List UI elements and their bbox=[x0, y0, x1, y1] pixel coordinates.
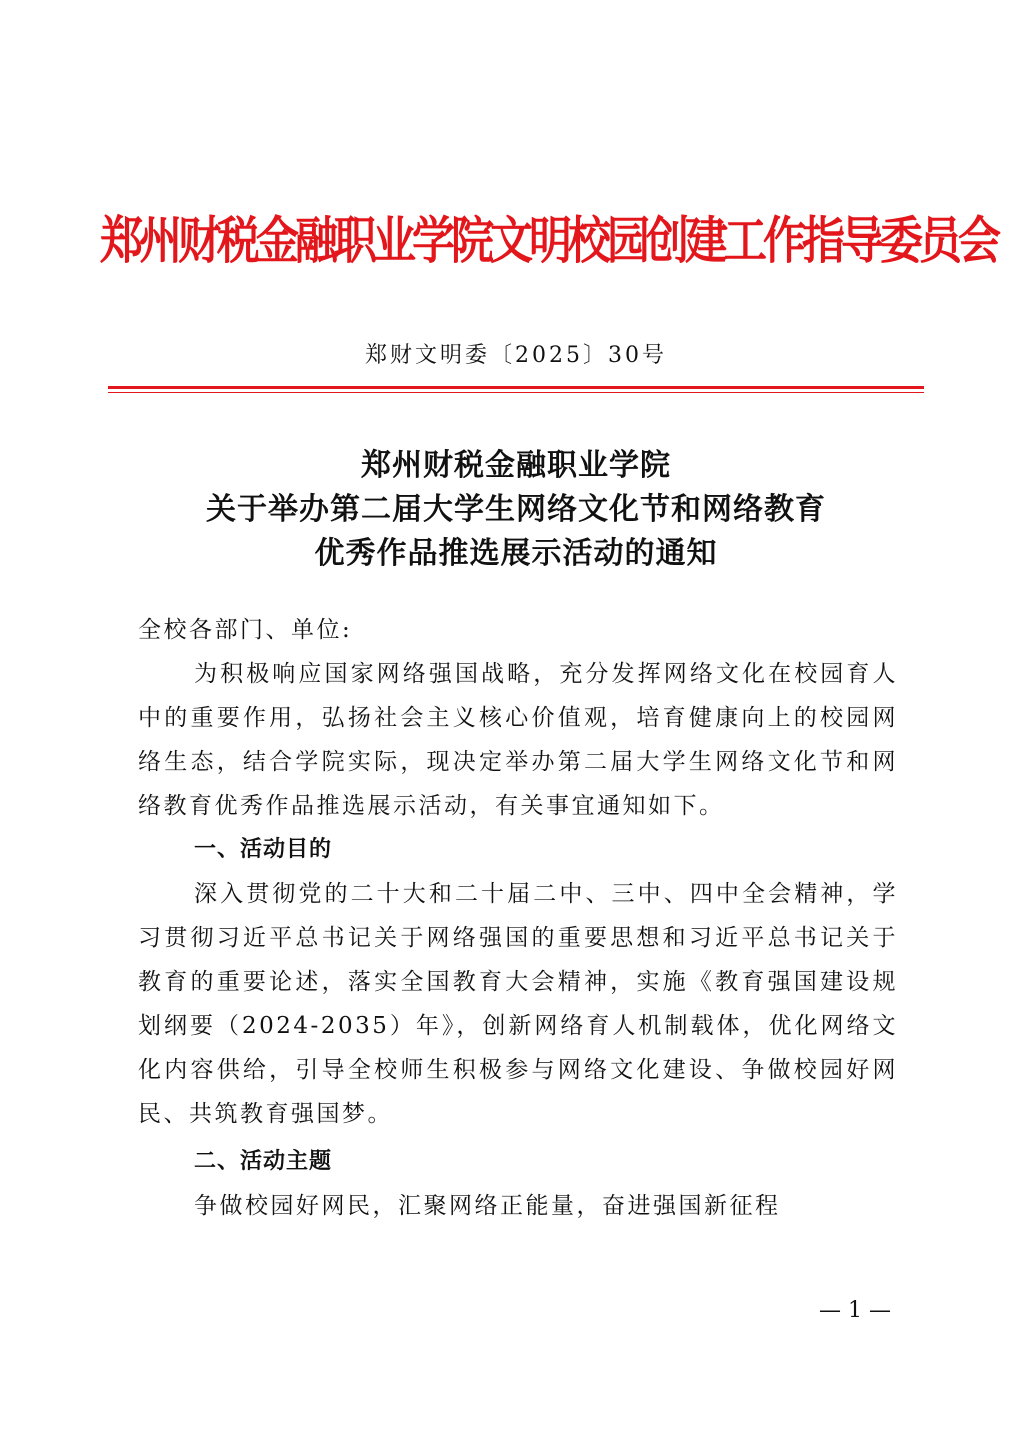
title-line-3: 优秀作品推选展示活动的通知 bbox=[314, 536, 718, 571]
letterhead-title: 郑州财税金融职业学院文明校园创建工作指导委员会 bbox=[100, 212, 997, 272]
purpose-paragraph: 深入贯彻党的二十大和二十届二中、三中、四中全会精神，学习贯彻习近平总书记关于网络强国的重要思想和习近平总书记关于教育的重要论述，落实全国教育大会精神，实施《教育强国建设规划纲要（2024-2035）年》，创新网络育人机制载体，优化网络文化内容供给，引导全校师生积极参与网络文化建设、争做校园好网民、共筑教育强国梦。 bbox=[138, 881, 898, 1127]
page-number: — 1 — bbox=[819, 1298, 891, 1323]
notice-title bbox=[108, 444, 924, 576]
salutation: 全校各部门、单位: bbox=[138, 617, 353, 643]
title-line-2: 关于举办第二届大学生网络文化节和网络教育 bbox=[206, 492, 826, 527]
title-line-1: 郑州财税金融职业学院 bbox=[361, 448, 671, 483]
notice-body bbox=[138, 608, 898, 1228]
red-divider-thick bbox=[108, 386, 924, 389]
intro-paragraph: 为积极响应国家网络强国战略，充分发挥网络文化在校园育人中的重要作用，弘扬社会主义核心价值观，培育健康向上的校园网络生态，结合学院实际，现决定举办第二届大学生网络文化节和网络教育优秀作品推选展示活动，有关事宜通知如下。 bbox=[138, 661, 898, 819]
red-divider-thin bbox=[108, 392, 924, 393]
theme-paragraph: 争做校园好网民，汇聚网络正能量，奋进强国新征程 bbox=[194, 1193, 781, 1219]
section-heading-theme: 二、活动主题 bbox=[194, 1149, 333, 1174]
section-heading-purpose: 一、活动目的 bbox=[194, 837, 333, 862]
document-number: 郑财文明委〔2025〕30号 bbox=[365, 343, 667, 368]
